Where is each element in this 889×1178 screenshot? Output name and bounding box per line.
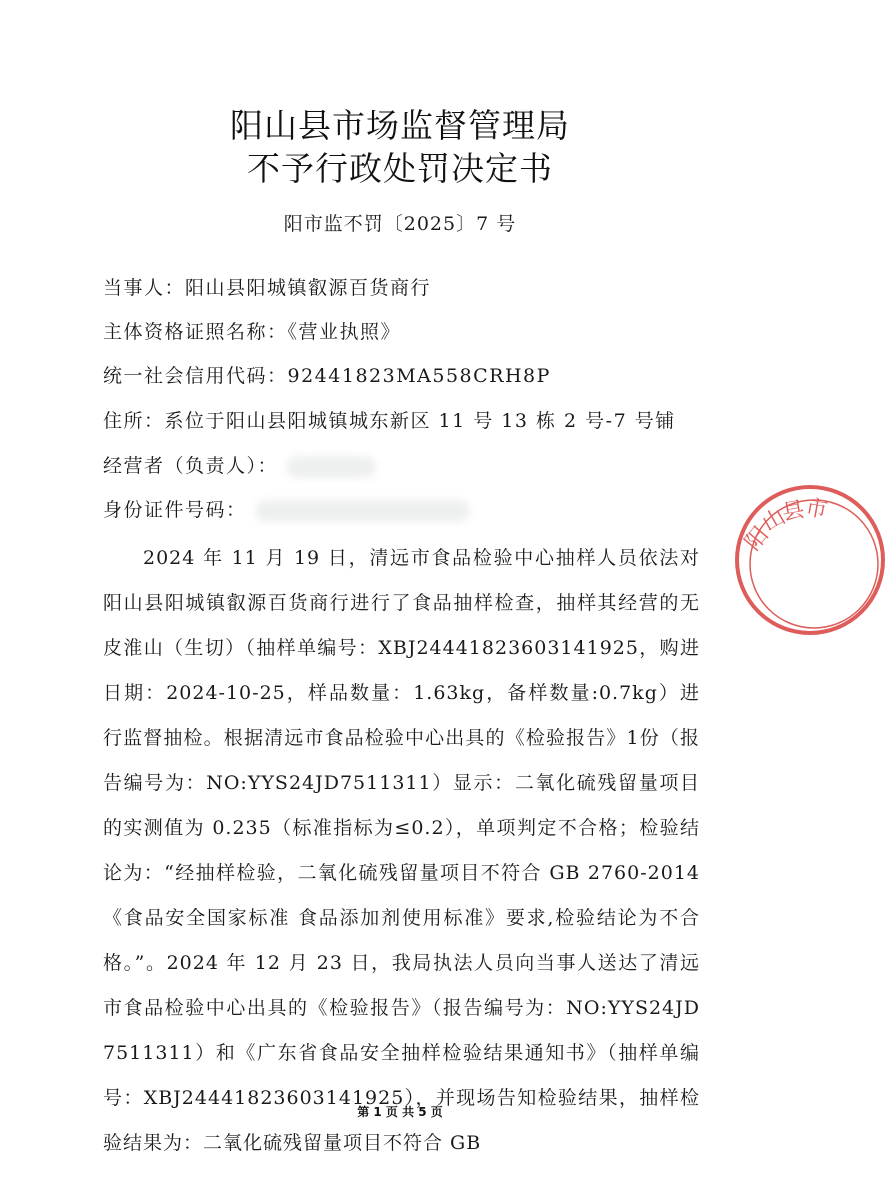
document-title-line1: 阳山县市场监督管理局 [230,106,570,145]
credit-code-field: 统一社会信用代码：92441823MA558CRH8P [103,365,551,387]
seal-char-2: 山 [758,504,790,537]
seal-char-4: 市 [803,495,830,524]
seal-char-1: 阳 [740,522,774,556]
id-number-field [103,495,470,522]
document-number: 阳市监不罚〔2025〕7 号 [283,213,517,235]
document-title-line2: 不予行政处罚决定书 [247,149,553,188]
page-indicator: 第 1 页 共 5 页 [357,1105,443,1119]
seal-char-3: 县 [780,497,807,526]
body-paragraph: 2024 年 11 月 19 日，清远市食品检验中心抽样人员依法对阳山县阳城镇叡源百货商行进行了食品抽样检查，抽样其经营的无皮淮山（生切）（抽样单编号：XBJ24441823603141925，购进日期：2024-10-25，样品数量：1.63kg，备样数量:0.7kg）进行监督抽检。根据清远市食品检验中心出具的《检验报告》1份（报告编号为：NO:YYS24JD7511311）显示：二氧化硫残留量项目的实测值为 0.235（标准指标为≤0.2），单项判定不合格；检验结论为：“经抽样检验，二氧化硫残留量项目不符合 GB 2760-2014《食品安全国家标准 食品添加剂使用标准》要求,检验结论为不合格。”。2024 年 12 月 23 日，我局执法人员向当事人送达了清远市食品检验中心出具的《检验报告》（报告编号为：NO:YYS24JD7511311）和《广东省食品安全抽样检验结果通知书》（抽样单编号：XBJ24441823603141925），并现场告知检验结果，抽样检验结果为：二氧化硫残留量项目不符合 GB [103,547,700,1154]
seal-graphic [739,489,889,639]
id-number-label: 身份证件号码： [103,499,247,521]
address-field: 住所：系位于阳山县阳城镇城东新区 11 号 13 栋 2 号-7 号铺 [103,410,676,432]
license-name-field: 主体资格证照名称：《营业执照》 [103,321,402,343]
official-seal [735,485,885,635]
operator-field [103,451,376,478]
redacted-id-number [255,500,470,522]
redacted-operator-name [286,456,376,478]
party-field: 当事人：阳山县阳城镇叡源百货商行 [103,277,432,299]
operator-label: 经营者（负责人）： [103,455,279,477]
